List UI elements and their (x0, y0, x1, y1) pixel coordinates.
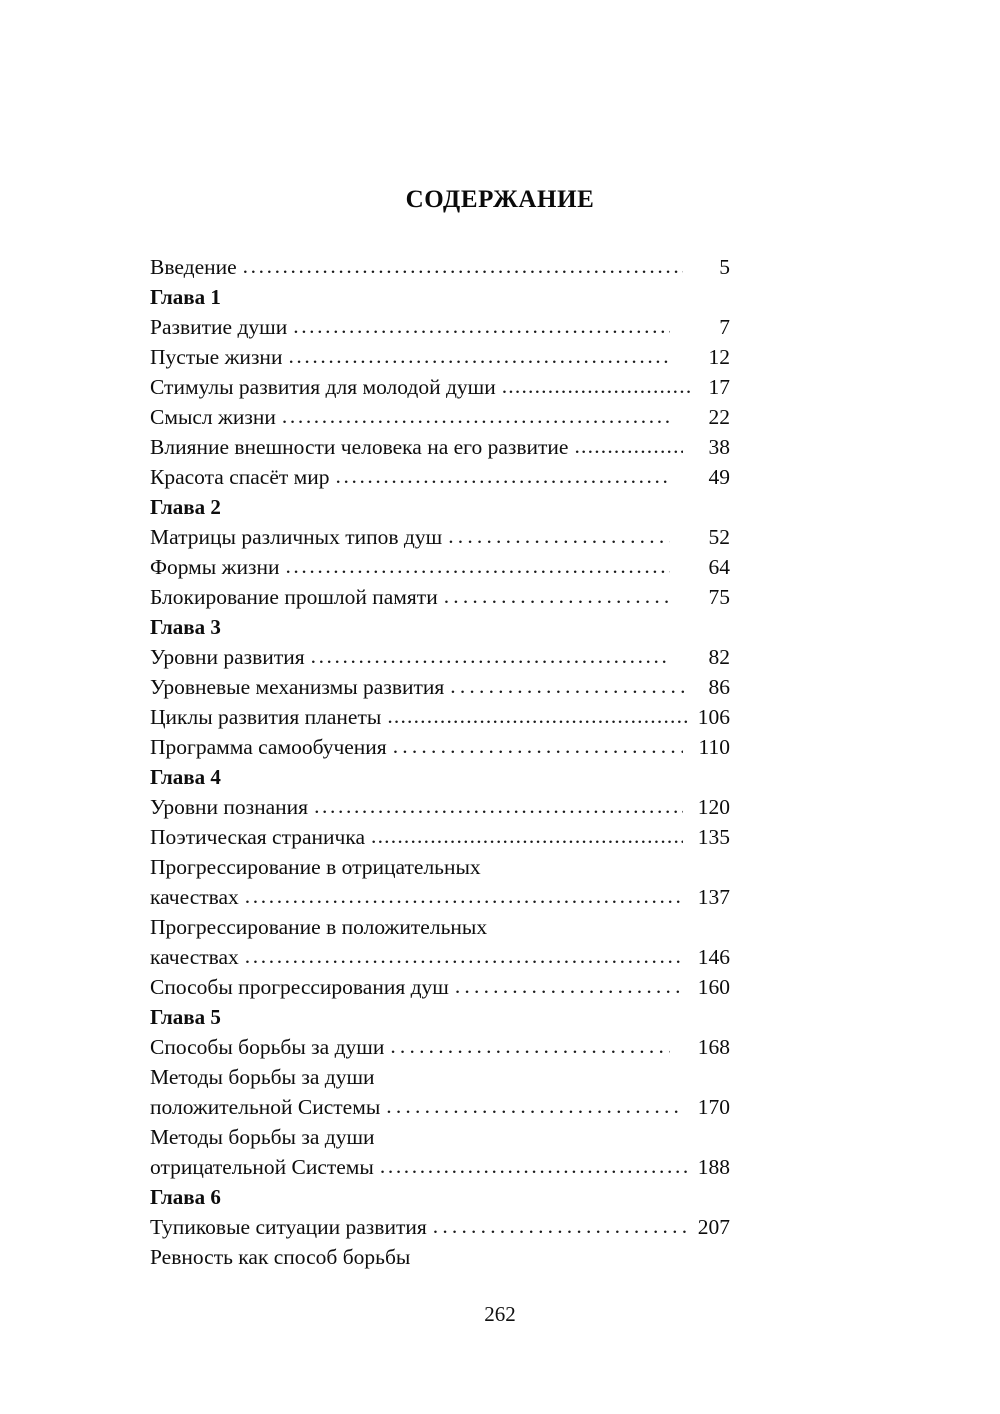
toc-dot-leader (448, 522, 670, 551)
toc-entry-title: Поэтическая страничка (150, 825, 366, 849)
toc-entry-title: отрицательной Системы (150, 1155, 374, 1179)
toc-list (150, 252, 730, 1272)
toc-entry (150, 372, 730, 402)
toc-entry (150, 1242, 730, 1272)
toc-chapter-heading (150, 1002, 730, 1032)
toc-entry-title: Программа самообучения (150, 735, 387, 759)
toc-entry-title: Способы прогрессирования душ (150, 975, 449, 999)
toc-entry (150, 732, 730, 762)
toc-dot-leader (282, 402, 670, 431)
toc-entry-title: Влияние внешности человека на его развитие (150, 435, 569, 459)
toc-entry (150, 1212, 730, 1242)
toc-entry-title: качествах (150, 885, 239, 909)
toc-entry (150, 342, 730, 372)
toc-dot-leader (390, 1032, 670, 1061)
toc-entry (150, 402, 730, 432)
toc-entry-title: Ревность как способ борьбы (150, 1245, 411, 1269)
toc-page-number: 168 (697, 1035, 730, 1059)
toc-entry (150, 882, 730, 912)
toc-dot-leader (387, 702, 690, 731)
toc-entry-title: Глава 2 (150, 495, 221, 519)
toc-page-number: 49 (708, 465, 730, 489)
toc-page-number: 17 (708, 375, 730, 399)
toc-entry-title: Красота спасёт мир (150, 465, 330, 489)
page-title: СОДЕРЖАНИЕ (405, 186, 595, 213)
toc-chapter-heading (150, 1182, 730, 1212)
toc-entry (150, 1122, 730, 1152)
toc-chapter-heading (150, 492, 730, 522)
toc-dot-leader (371, 822, 683, 851)
toc-dot-leader (311, 642, 670, 671)
toc-entry (150, 642, 730, 672)
toc-entry-title: Глава 6 (150, 1185, 221, 1209)
toc-page-number: 170 (697, 1095, 730, 1119)
toc-entry-title: Методы борьбы за души (150, 1125, 375, 1149)
toc-entry-title: Методы борьбы за души (150, 1065, 375, 1089)
toc-dot-leader (574, 432, 683, 461)
toc-page-number: 64 (708, 555, 730, 579)
toc-entry-title: Матрицы различных типов душ (150, 525, 443, 549)
toc-page-number: 160 (697, 975, 730, 999)
toc-entry (150, 1152, 730, 1182)
toc-page-number: 188 (697, 1155, 730, 1179)
toc-entry (150, 822, 730, 852)
toc-chapter-heading (150, 762, 730, 792)
toc-page-number: 135 (697, 825, 730, 849)
toc-entry (150, 672, 730, 702)
toc-dot-leader (288, 342, 670, 371)
toc-entry-title: Введение (150, 255, 237, 279)
toc-page-number: 137 (697, 885, 730, 909)
toc-entry-title: Циклы развития планеты (150, 705, 382, 729)
toc-entry-title: Развитие души (150, 315, 288, 339)
toc-page-number: 38 (708, 435, 730, 459)
toc-page-number: 5 (719, 255, 730, 279)
toc-page-number: 7 (719, 315, 730, 339)
toc-entry-title: Пустые жизни (150, 345, 283, 369)
toc-dot-leader (433, 1212, 690, 1241)
toc-dot-leader (285, 552, 670, 581)
toc-page-number: 22 (708, 405, 730, 429)
toc-entry-title: Прогрессирование в положительных (150, 915, 488, 939)
toc-entry (150, 1092, 730, 1122)
toc-entry-title: качествах (150, 945, 239, 969)
toc-entry (150, 552, 730, 582)
toc-entry-title: Способы борьбы за души (150, 1035, 385, 1059)
toc-entry (150, 462, 730, 492)
toc-page-number: 75 (708, 585, 730, 609)
toc-entry (150, 792, 730, 822)
toc-dot-leader (245, 942, 683, 971)
toc-dot-leader (455, 972, 683, 1001)
toc-dot-leader (314, 792, 683, 821)
toc-entry (150, 972, 730, 1002)
toc-dot-leader (393, 732, 683, 761)
toc-page-number: 120 (697, 795, 730, 819)
toc-entry (150, 312, 730, 342)
toc-dot-leader (380, 1152, 690, 1181)
toc-dot-leader (336, 462, 670, 491)
toc-entry-title: Уровни познания (150, 795, 309, 819)
toc-entry-title: Формы жизни (150, 555, 280, 579)
toc-dot-leader (243, 252, 683, 281)
toc-dot-leader (386, 1092, 683, 1121)
toc-dot-leader (444, 582, 670, 611)
toc-entry-title: Прогрессирование в отрицательных (150, 855, 481, 879)
toc-entry-title: Блокирование прошлой памяти (150, 585, 438, 609)
toc-entry (150, 582, 730, 612)
toc-chapter-heading (150, 282, 730, 312)
toc-page-number: 86 (708, 675, 730, 699)
toc-page-number: 82 (708, 645, 730, 669)
toc-entry-title: Уровневые механизмы развития (150, 675, 445, 699)
toc-dot-leader (293, 312, 670, 341)
toc-entry (150, 852, 730, 882)
toc-dot-leader (502, 372, 690, 401)
toc-page-number: 207 (697, 1215, 730, 1239)
toc-entry (150, 1032, 730, 1062)
toc-entry-title: Глава 5 (150, 1005, 221, 1029)
toc-entry-title: Уровни развития (150, 645, 305, 669)
toc-entry-title: Смысл жизни (150, 405, 276, 429)
toc-entry-title: Глава 3 (150, 615, 221, 639)
toc-entry (150, 1062, 730, 1092)
toc-entry (150, 252, 730, 282)
toc-entry-title: Глава 4 (150, 765, 221, 789)
toc-entry (150, 942, 730, 972)
toc-entry-title: Глава 1 (150, 285, 221, 309)
toc-dot-leader (450, 672, 690, 701)
page-folio: 262 (484, 1302, 516, 1326)
toc-chapter-heading (150, 612, 730, 642)
toc-dot-leader (245, 882, 683, 911)
toc-entry (150, 912, 730, 942)
toc-entry-title: положительной Системы (150, 1095, 381, 1119)
toc-page-number: 52 (708, 525, 730, 549)
toc-entry-title: Тупиковые ситуации развития (150, 1215, 427, 1239)
toc-page-number: 110 (698, 735, 730, 759)
toc-page-number: 106 (697, 705, 730, 729)
toc-entry (150, 432, 730, 462)
toc-entry (150, 522, 730, 552)
toc-entry-title: Стимулы развития для молодой души (150, 375, 496, 399)
toc-page-number: 146 (697, 945, 730, 969)
toc-page-number: 12 (708, 345, 730, 369)
toc-entry (150, 702, 730, 732)
